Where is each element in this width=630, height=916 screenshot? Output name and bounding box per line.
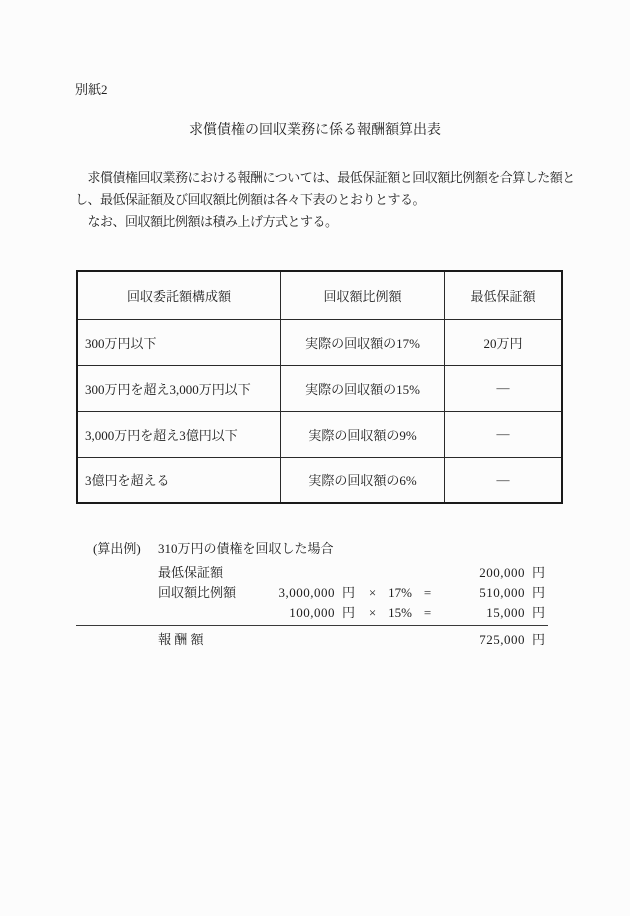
rate-value: 15% (388, 605, 412, 620)
rate-cell: 実際の回収額の17% (281, 319, 445, 365)
item-label (158, 603, 258, 623)
rate-cell: 実際の回収額の6% (281, 457, 445, 503)
table-row (77, 365, 562, 411)
col-header-minimum-guarantee: 最低保証額 (445, 271, 563, 319)
range-cell: 3,000万円を超え3億円以下 (77, 411, 281, 457)
minimum-cell: ― (445, 457, 563, 503)
paragraph-line-1: 求償債権回収業務における報酬については、最低保証額と回収額比例額を合算した額と (75, 170, 575, 185)
rate-value: 17% (388, 585, 412, 600)
spacer (360, 629, 385, 651)
table-row (77, 411, 562, 457)
rate-cell: 実際の回収額の9% (281, 411, 445, 457)
minimum-cell: ― (445, 365, 563, 411)
col-header-proportional-fee: 回収額比例額 (281, 271, 445, 319)
table-row (77, 457, 562, 503)
yen-unit (335, 563, 360, 583)
result-value: 15,000 (486, 605, 525, 620)
spacer (335, 629, 360, 651)
example-case: 310万円の債権を回収した場合 (158, 541, 334, 556)
total-value: 725,000 (479, 632, 525, 647)
intro-paragraph (75, 167, 575, 233)
multiply-sign: × (368, 585, 377, 600)
equals-sign: = (423, 585, 432, 600)
item-label: 回収額比例額 (158, 585, 237, 600)
rate-value (385, 563, 415, 583)
amount-value: 3,000,000 (278, 585, 335, 600)
spacer (385, 629, 415, 651)
document-title: 求償債権の回収業務に係る報酬額算出表 (189, 123, 441, 138)
calc-row-proportional-1 (76, 583, 548, 603)
paragraph-line-2: し、最低保証額及び回収額比例額は各々下表のとおりとする。 (75, 192, 426, 207)
range-cell: 300万円を超え3,000万円以下 (77, 365, 281, 411)
spacer (258, 629, 335, 651)
col-header-entrusted-amount: 回収委託額構成額 (77, 271, 281, 319)
calc-row-proportional-2 (76, 603, 548, 623)
equals-sign: = (423, 605, 432, 620)
range-cell: 300万円以下 (77, 319, 281, 365)
table-row (77, 319, 562, 365)
example-header (76, 539, 548, 559)
total-label: 報 酬 額 (158, 632, 204, 647)
attachment-label: 別紙2 (75, 82, 108, 97)
minimum-cell: ― (445, 411, 563, 457)
range-cell: 3億円を超える (77, 457, 281, 503)
multiply-sign (360, 563, 385, 583)
fee-table (76, 270, 563, 504)
yen-unit: 円 (342, 585, 356, 600)
yen-unit: 円 (532, 632, 546, 647)
yen-unit: 円 (342, 605, 356, 620)
yen-unit: 円 (532, 585, 546, 600)
result-value: 510,000 (479, 585, 525, 600)
fee-table-header-row (77, 271, 562, 319)
calc-row-minimum-guarantee (76, 563, 548, 583)
yen-unit: 円 (532, 605, 546, 620)
item-label: 最低保証額 (158, 565, 224, 580)
multiply-sign: × (368, 605, 377, 620)
yen-unit: 円 (532, 565, 546, 580)
amount-value (258, 563, 335, 583)
amount-value: 100,000 (289, 605, 335, 620)
result-value: 200,000 (479, 565, 525, 580)
rate-cell: 実際の回収額の15% (281, 365, 445, 411)
calculation-example (76, 539, 548, 651)
minimum-cell: 20万円 (445, 319, 563, 365)
equals-sign (415, 563, 440, 583)
example-label: (算出例) (93, 541, 141, 556)
calc-total-row (76, 625, 548, 651)
spacer (415, 629, 440, 651)
paragraph-line-3: なお、回収額比例額は積み上げ方式とする。 (75, 214, 338, 229)
